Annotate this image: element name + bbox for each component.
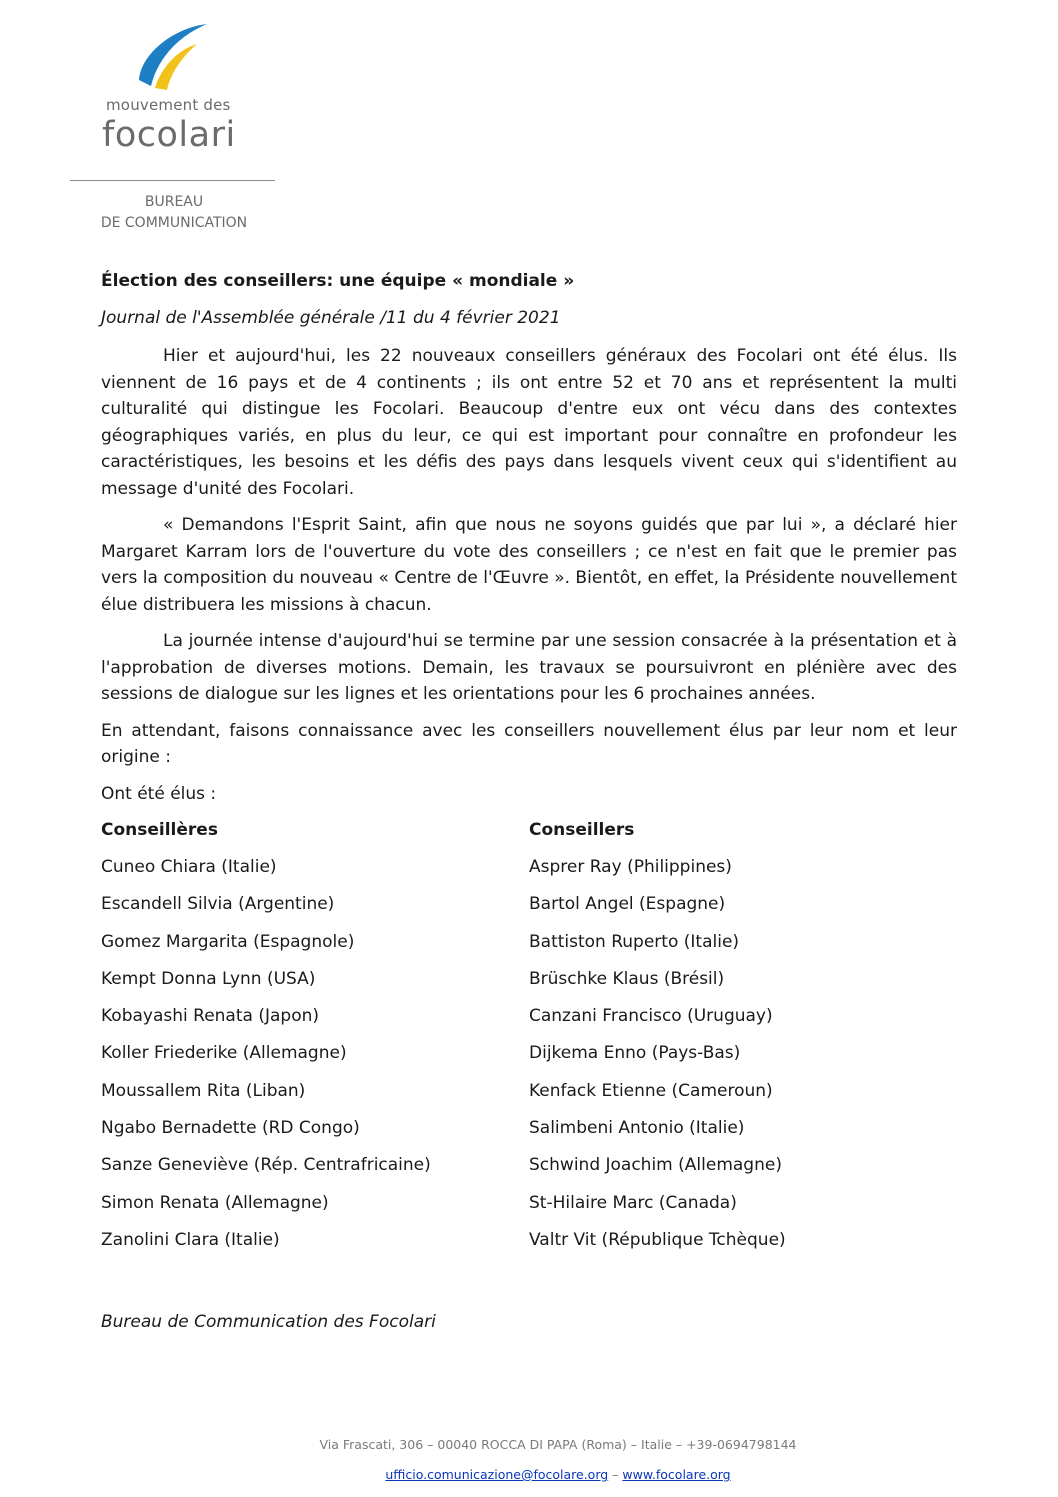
header-divider [70, 180, 275, 181]
list-item: Sanze Geneviève (Rép. Centrafricaine) [101, 1155, 431, 1176]
men-column [529, 817, 957, 1264]
website-link[interactable]: www.focolare.org [622, 1467, 731, 1482]
list-item: Moussallem Rita (Liban) [101, 1080, 306, 1101]
paragraph-2: « Demandons l'Esprit Saint, afin que nous ne soyons guidés que par lui », a déclaré hier Margaret Karram lors de l'ouverture du vote des conseillers ; ce n'est en fait que le premier pas vers la composition du nouveau « Centre de l'Œuvre ». Bientôt, en effet, la Présidente nouvellement élue distribuera les missions à chacun. [101, 515, 957, 615]
list-item: Kenfack Etienne (Cameroun) [529, 1080, 773, 1101]
footer-separator: – [608, 1467, 623, 1482]
list-item: Kempt Donna Lynn (USA) [101, 968, 316, 989]
footer-address: Via Frascati, 306 – 00040 ROCCA DI PAPA (Roma) – Italie – +39-0694798144 [319, 1437, 797, 1452]
logo-tagline: mouvement des [106, 96, 231, 114]
logo-wordmark: focolari [102, 115, 236, 155]
list-item: Schwind Joachim (Allemagne) [529, 1155, 782, 1176]
list-item: Bartol Angel (Espagne) [529, 894, 726, 915]
paragraph-3: La journée intense d'aujourd'hui se termine par une session consacrée à la présentation et à l'approbation de diverses motions. Demain, les travaux se poursuivront en plénière avec des sessions de dialogue sur les lignes et les orientations pour les 6 prochaines années. [101, 631, 957, 704]
list-item: Ngabo Bernadette (RD Congo) [101, 1118, 360, 1139]
list-item: St-Hilaire Marc (Canada) [529, 1192, 737, 1213]
list-item: Koller Friederike (Allemagne) [101, 1043, 347, 1064]
list-item: Simon Renata (Allemagne) [101, 1192, 329, 1213]
intro-paragraph: En attendant, faisons connaissance avec les conseillers nouvellement élus par leur nom et leur origine : [101, 720, 957, 767]
list-item: Asprer Ray (Philippines) [529, 857, 732, 877]
elected-label: Ont été élus : [101, 783, 217, 804]
article [101, 268, 957, 1336]
women-column [101, 817, 529, 1264]
article-title: Élection des conseillers: une équipe « mondiale » [101, 271, 575, 291]
bureau-line-1: BUREAU [144, 194, 204, 210]
councillors-list [101, 817, 957, 1264]
paragraph-1: Hier et aujourd'hui, les 22 nouveaux conseillers généraux des Focolari ont été élus. Ils viennent de 16 pays et de 4 continents ; ils ont entre 52 et 70 ans et représentent la multi culturalité qui distingue les Focolari. Beaucoup d'entre eux ont vécu dans des contextes géographiques variés, en plus du leur, ce qui est important pour connaître en profondeur les caractéristiques, les besoins et les défis des pays dans lesquels vivent ceux qui s'identifient au message d'unité des Focolari. [101, 346, 957, 499]
bureau-line-2: DE COMMUNICATION [100, 215, 248, 231]
list-item: Battiston Ruperto (Italie) [529, 931, 740, 952]
article-subtitle: Journal de l'Assemblée générale /11 du 4 février 2021 [101, 307, 561, 328]
focolari-swoosh-icon [133, 20, 213, 92]
footer-links [0, 1467, 1058, 1482]
list-item: Valtr Vit (République Tchèque) [529, 1229, 786, 1250]
list-item: Canzani Francisco (Uruguay) [529, 1006, 773, 1027]
bureau-label [70, 192, 278, 234]
list-item: Escandell Silvia (Argentine) [101, 894, 335, 915]
list-item: Zanolini Clara (Italie) [101, 1229, 280, 1250]
list-item: Salimbeni Antonio (Italie) [529, 1118, 745, 1139]
list-item: Dijkema Enno (Pays-Bas) [529, 1043, 741, 1064]
signature: Bureau de Communication des Focolari [101, 1312, 436, 1333]
list-item: Kobayashi Renata (Japon) [101, 1006, 319, 1027]
list-item: Cuneo Chiara (Italie) [101, 857, 277, 877]
list-item: Brüschke Klaus (Brésil) [529, 968, 725, 989]
women-heading: Conseillères [101, 820, 218, 840]
list-item: Gomez Margarita (Espagnole) [101, 931, 355, 952]
men-heading: Conseillers [529, 820, 635, 840]
email-link[interactable]: ufficio.comunicazione@focolare.org [385, 1467, 609, 1482]
